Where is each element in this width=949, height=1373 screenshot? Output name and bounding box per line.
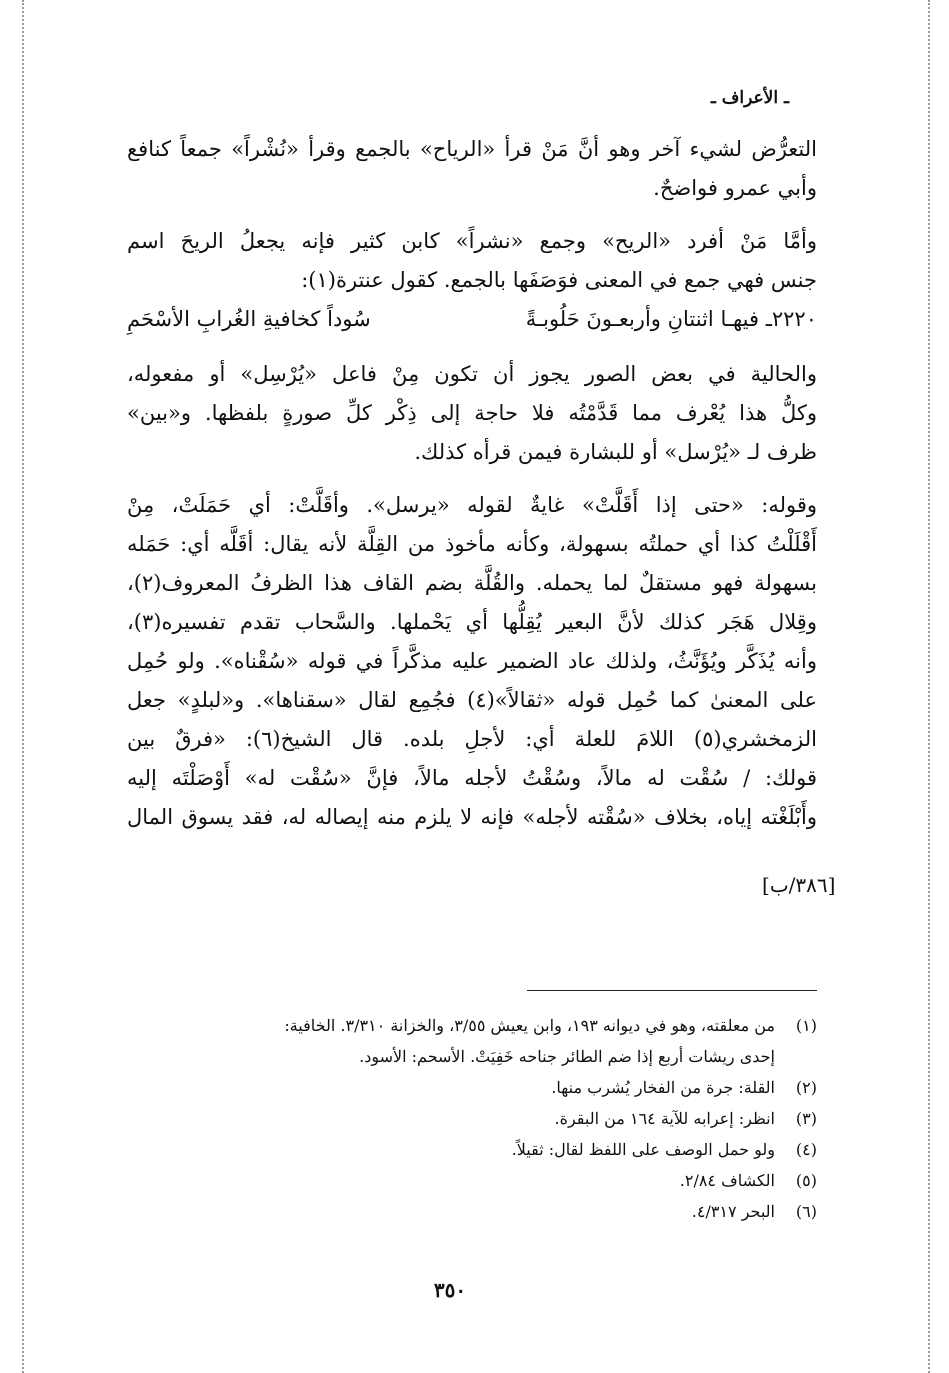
footnote-text: [127, 1010, 775, 1072]
footnote: [127, 1010, 817, 1072]
footnote-text: القلة: جرة من الفخار يُشرب منها.: [551, 1078, 775, 1097]
footnote-text: البحر ٤/٣١٧.: [691, 1202, 775, 1221]
footnote-separator: [527, 990, 817, 991]
manuscript-folio-marker: [٣٨٦/ب]: [762, 873, 836, 897]
text-line: بسهولة فهو مستقلٌ لما يحمله. والقُلَّة بضم القاف هذا الظرفُ المعروف(٢)،: [127, 571, 817, 595]
text-line: الزمخشري(٥) اللامَ للعلة أي: لأجلِ بلده. قال الشيخ(٦): «فرقٌ بين: [127, 727, 817, 751]
footnote-number: (٤): [795, 1140, 817, 1159]
poetry-verse: [127, 300, 817, 339]
footnote-number: (٥): [795, 1171, 817, 1190]
verse-first-hemistich: ٢٢٢٠ـ فيهـا اثنتانِ وأربعـونَ حَلُوبـةً: [525, 307, 817, 331]
text-line: ظرف لـ «يُرْسل» أو للبشارة فيمن قرأه كذلك.: [414, 440, 817, 464]
text-line: وقِلال هَجَر كذلك لأنَّ البعير يُقِلُّها أي يَحْملها. والسَّحاب تقدم تفسيره(٣)،: [127, 610, 817, 634]
footnotes: [127, 1010, 817, 1227]
main-text: [127, 130, 817, 851]
page-number: ٣٥٠: [433, 1278, 467, 1302]
left-margin-guide: [22, 0, 24, 1373]
paragraph-3: [127, 355, 817, 472]
footnote-line: من معلقته، وهو في ديوانه ١٩٣، وابن يعيش ٣/٥٥، والخزانة ٣/٣١٠. الخافية:: [284, 1016, 775, 1035]
text-line: وأبي عمرو فواضحٌ.: [653, 176, 817, 200]
text-line: والحالية في بعض الصور يجوز أن تكون مِنْ فاعل «يُرْسِل» أو مفعوله،: [127, 362, 817, 386]
text-line: وأنه يُذَكَّر ويُؤَنَّثُ، ولذلك عاد الضمير عليه مذكَّراً في قوله «سُقْناه». ولو حُمِل: [127, 649, 817, 673]
footnote: [127, 1165, 817, 1196]
text-line: وكلُّ هذا يُعْرف مما قَدَّمْتُه فلا حاجة إلى ذِكْر كلِّ صورةٍ بلفظها. و«بين»: [127, 401, 817, 425]
footnote: [127, 1072, 817, 1103]
footnote-text: ولو حمل الوصف على اللفظ لقال: ثقيلاً.: [511, 1140, 775, 1159]
text-line: وأَبْلَغْته إياه، بخلاف «سُقْته لأجله» فإنه لا يلزم منه إيصاله له، فقد يسوق المال: [127, 805, 817, 829]
text-line: أَقْلَلْتُ كذا أي حملتُه بسهولة، وكأنه مأخوذ من القِلَّة لأنه يقال: أقَلَّه أي: حَمَله: [127, 532, 817, 556]
footnote-number: (٦): [795, 1202, 817, 1221]
footnote: [127, 1196, 817, 1227]
footnote-text: انظر: إعرابه للآية ١٦٤ من البقرة.: [554, 1109, 775, 1128]
text-line: وقوله: «حتى إذا أَقَلَّتْ» غايةٌ لقوله «يرسل». وأقَلَّتْ: أي حَمَلَتْ، مِنْ: [127, 493, 817, 517]
paragraph-4: [127, 486, 817, 837]
footnote-number: (٢): [795, 1078, 817, 1097]
right-margin-guide: [928, 0, 930, 1373]
text-line: قولك: / سُقْت له مالاً، وسُقْتُ لأجله مالاً، فإنَّ «سُقْت له» أَوْصَلْتَه إليه: [127, 766, 817, 790]
text-line: وأمَّا مَنْ أفرد «الريح» وجمع «نشراً» كابن كثير فإنه يجعلُ الريحَ اسم: [127, 229, 817, 253]
footnote-text: الكشاف ٢/٨٤.: [679, 1171, 775, 1190]
running-header: ـ الأعراف ـ: [710, 88, 789, 108]
text-line: التعرُّض لشيء آخر وهو أنَّ مَنْ قرأ «الرياح» بالجمع وقرأ «نُشْراً» جمعاً كنافع: [127, 137, 817, 161]
paragraph-1: [127, 130, 817, 208]
verse-second-hemistich: سُوداً كخافيةِ الغُرابِ الأسْحَمِ: [127, 307, 371, 331]
paragraph-2: [127, 222, 817, 300]
footnote-line: إحدى ريشات أربع إذا ضم الطائر جناحه خَفِيَتْ. الأسحم: الأسود.: [359, 1047, 775, 1066]
footnote: [127, 1134, 817, 1165]
text-line: على المعنىٰ كما حُمِل قوله «ثقالاً»(٤) فجُمِع لقال «سقناها». و«لبلدٍ» جعل: [127, 688, 817, 712]
footnote: [127, 1103, 817, 1134]
footnote-number: (١): [795, 1016, 817, 1035]
footnote-number: (٣): [795, 1109, 817, 1128]
text-line: جنس فهي جمع في المعنى فوَصَفَها بالجمع. كقول عنترة(١):: [301, 268, 817, 292]
